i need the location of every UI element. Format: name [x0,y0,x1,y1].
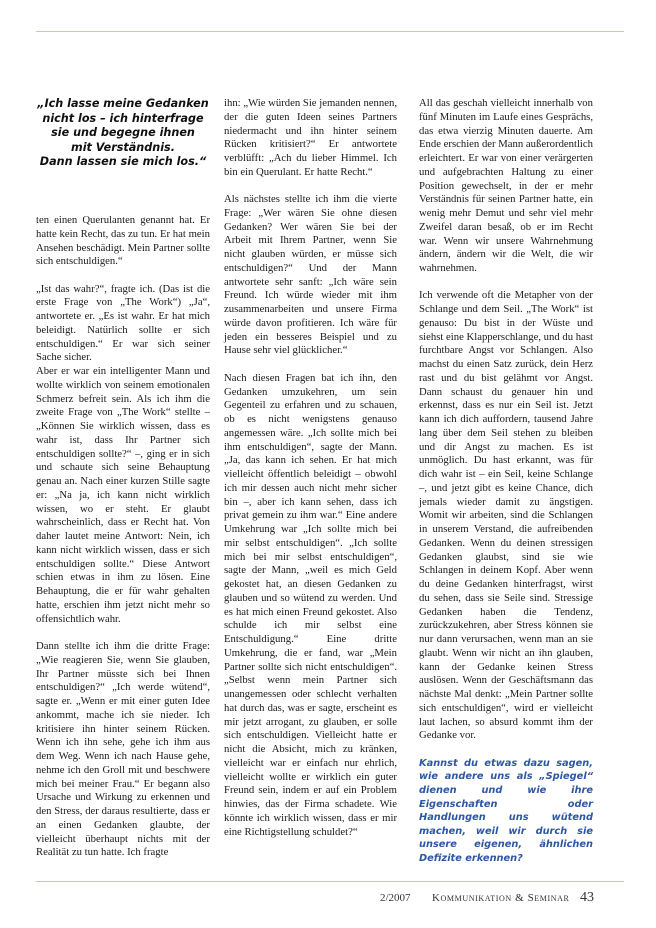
paragraph: Nach diesen Fragen bat ich ihn, den Gedanken umzukehren, um sein Gegenteil zu erfahren und zu schauen, ob es nicht wenigstens genauso angemessen wäre. „Ich sollte mich bei ihm entschuldigen“, sagte der Mann. „Ja, das kann ich sehen. Er hat mich vielleicht öffentlich beleidigt – obwohl ich mir dessen auch nicht mehr sicher bin –, aber ich kann sehen, dass ich privat gemein zu ihm war.“ Eine andere Umkehrung war „Ich sollte mich bei mir selbst entschuldigen“. „Ich sollte mich bei mir selbst entschuldigen“, sagte der Mann, „weil es mich Geld gekostet hat, an diesen Gedanken zu glauben und so wütend zu werden. Und es hat mich einen Freund gekostet. Also schulde ich mir selbst eine Entschuldigung.“ Eine dritte Umkehrung, die er fand, war „Mein Partner sollte sich nicht entschuldigen“. „Selbst wenn mein Partner sich unangemessen oder schlecht verhalten hat durch das, was er sagte, erscheint es mir jetzt arrogant, zu glauben, er solle sich entschuldigen. Vielleicht hatte er nicht die Absicht, mich zu kränken, vielleicht war er einfach nur ehrlich, vielleicht wollte er wirklich ein guter Freund sein, indem er auf ein Problem hinwies, das der Firma schadete. Wie könnte ich wirklich wissen, dass er mir eine Richtigstellung schuldet?“ [224,371,397,838]
top-rule [36,31,624,32]
pull-quote-line: nicht los – ich hinterfrage [42,111,204,125]
pull-quote-line: mit Verständnis. [71,140,175,154]
issue-number: 2/2007 [380,892,411,904]
paragraph: ihn: „Wie würden Sie jemanden nennen, der die guten Ideen seines Partners niedermacht und ihn hinter seinem Rücken kritisiert?“ Er antwortete verblüfft: „Ach du lieber Himmel. Ich bin ein Querulant. Er hatte Recht.“ [224,97,397,178]
paragraph: Ich verwende oft die Metapher von der Schlange und dem Seil. „The Work“ ist genauso: Du bist in der Wüste und siehst eine Klapperschlange, und du hast furchtbare Angst vor Schlangen. Also machst du einen Satz zurück, dein Herz rast und du bist gelähmt vor Angst. Dann schaust du genauer hin und erkennst, dass es nur ein Seil ist. Jetzt kann ich dich auffordern, tausend Jahre lang über dem Seil stehen zu bleiben und dir Angst zu machen. Es ist unmöglich. Du hast erkannt, was für dich wahr ist – ein Seil, keine Schlange –, und jetzt gibt es keine Chance, dich jemals wieder damit zu ängstigen. Womit wir arbeiten, sind die Schlangen in unserem Verstand, die aufreibenden Gedanken. Wenn du deinen stressigen Gedanken glaubst, sind sie wie Schlangen in deinem Kopf. Aber wenn du deine Gedanken hinterfragst, wirst du sehen, dass sie Seile sind. Stressige Gedanken haben die Tendenz, zurückzukehren, aber Stress können sie nur dann verursachen, wenn man an sie glaubt. Wenn wir nicht an ihn glauben, kann der Gedanke keinen Stress auslösen. Wenn der Geschäftsmann das nächste Mal denkt: „Mein Partner sollte sich entschuldigen“, wird er vielleicht laut lachen, so absurd kommt ihm der Gedanke vor. [419,289,593,742]
paragraph: „Ist das wahr?“, fragte ich. (Das ist die erste Frage von „The Work“) „Ja“, antwortete er. „Es ist wahr. Er hat mich beleidigt. Natürlich sollte er sich entschuldigen.“ Er war sich seiner Sache sicher. [36,282,210,364]
pull-quote-line: „Ich lasse meine Gedanken [37,97,209,110]
paragraph: ten einen Querulanten genannt hat. Er hatte kein Recht, das zu tun. Er hat mein Ansehen beschädigt. Mein Partner sollte sich entschuldigen.“ [36,214,210,268]
text-column-3 [419,97,593,879]
text-column-1 [36,214,210,874]
magazine-title: Kommunikation & Seminar [432,892,570,904]
text-column-2 [224,97,397,853]
pull-quote [36,97,210,170]
page-number: 43 [580,890,594,905]
bottom-rule [36,881,624,882]
paragraph: All das geschah vielleicht innerhalb von fünf Minuten im Laufe eines Gesprächs, das etwa vierzig Minuten dauerte. Am Ende erschien der Mann außerordentlich erleichtert. Er war von einer verärgerten und aufgebrachten Haltung zu einer Position gewechselt, in der er mehr Verständnis für seinen Partner hatte, ein wenig mehr Demut und sehr viel mehr Zweifel daran besaß, ob er im Recht war. Wenn wir unsere Wahrnehmung ändern, ändern wir die Welt, die wir wahrnehmen. [419,97,593,274]
interview-question: Kannst du etwas dazu sagen, wie andere uns als „Spiegel“ dienen und wie ihre Eigenschaften oder Handlungen uns wütend machen, weil wir durch sie unsere eigenen, ähnlichen Defizite erkennen? [419,757,593,865]
pull-quote-line: Dann lassen sie mich los.“ [39,155,207,168]
pull-quote-line: sie und begegne ihnen [51,126,195,139]
paragraph: Als nächstes stellte ich ihm die vierte Frage: „Wer wären Sie ohne diesen Gedanken? Wer wären Sie bei der Arbeit mit Ihrem Partner, wenn Sie nicht glauben würden, er müsse sich entschuldigen?“ Und der Mann antwortete sehr sanft: „Ich wäre sein Freund. Ich würde wieder mit ihm zusammenarbeiten und unsere Firma würde davon profitieren. Ich wäre für jeden ein besseres Beispiel und zu Hause sehr viel glücklicher.“ [224,193,397,357]
paragraph: Aber er war ein intelligenter Mann und wollte wirklich von seinem emotionalen Schmerz befreit sein. Als ich ihm die zweite Frage von „The Work“ stellte – „Können Sie wirklich wissen, dass es wahr ist, dass Ihr Partner sich entschuldigen sollte?“ –, ging er in sich und schaute sich seine Behauptung genau an. Nach einer kurzen Stille sagte er: „Na ja, ich kann nicht wirklich wissen, wo er steht. Er glaubt wahrscheinlich, dass er Recht hat. Von daher lautet meine Antwort: Nein, ich kann nicht wirklich wissen, dass er sich entschuldigen sollte.“ Diese Antwort schien etwas in ihm zu lösen. Eine Behauptung, die er für wahr gehalten hatte, erschien ihm jetzt nicht mehr so offensichtlich wahr. [36,365,210,625]
paragraph: Dann stellte ich ihm die dritte Frage: „Wie reagieren Sie, wenn Sie glauben, Ihr Partner müsste sich bei Ihnen entschuldigen?“ „Ich werde wütend“, sagte er. „Wenn er mit einer guten Idee ankommt, mache ich sie nieder. Ich kritisiere ihn hinter seinem Rücken. Wenn ich ihn sehe, gehe ich ihm aus dem Weg. Wenn ich nach Hause gehe, nehme ich den Groll mit und beschwere mich bei meiner Frau.“ Er begann also Ursache und Wirkung zu erkennen und den Stress, der daraus resultierte, dass er an einen Gedanken glaubte, der vielleicht überhaupt nichts mit der Realität zu tun hatte. Ich fragte [36,640,210,859]
